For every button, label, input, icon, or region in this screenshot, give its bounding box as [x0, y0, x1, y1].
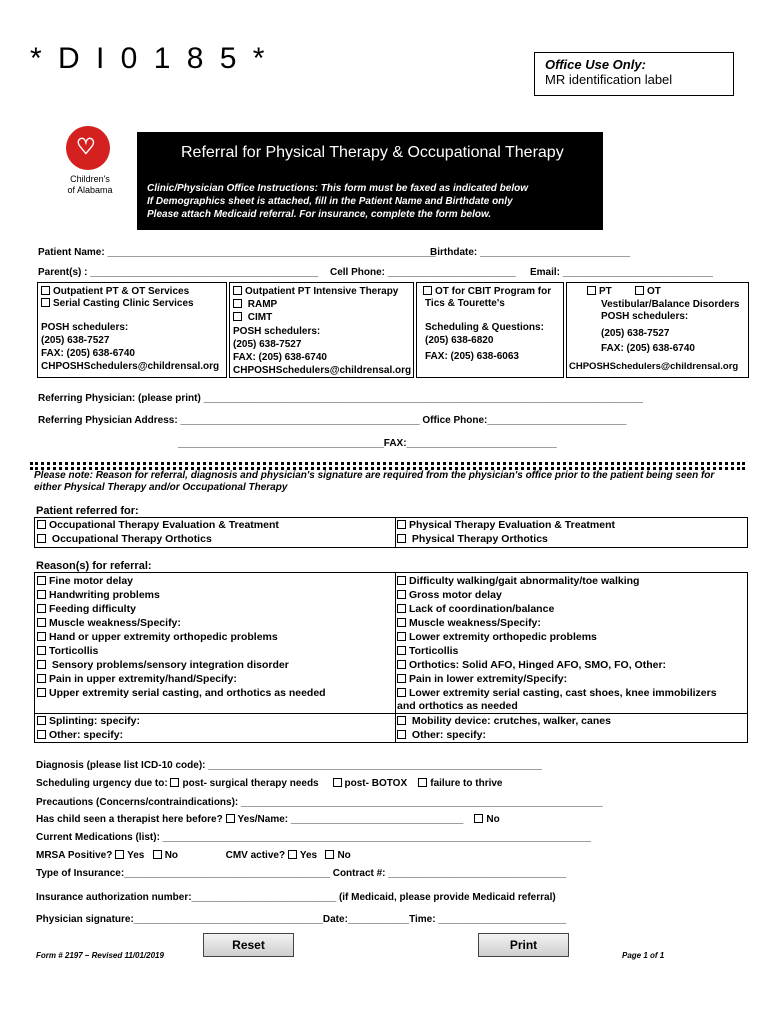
form-number: Form # 2197 – Revised 11/01/2019	[36, 951, 164, 960]
cmv-no[interactable]: No	[325, 850, 350, 861]
opt-intensive-therapy[interactable]: Outpatient PT Intensive Therapy	[233, 285, 398, 298]
checkbox-icon	[397, 660, 406, 669]
sched-label: POSH schedulers:	[233, 326, 321, 337]
reason-lower-casting-cont: and orthotics as needed	[397, 700, 518, 712]
checkbox-icon	[153, 850, 162, 859]
checkbox-icon	[37, 590, 46, 599]
grid-divider	[35, 713, 747, 714]
checkbox-icon	[37, 730, 46, 739]
mrsa-cmv-row	[36, 850, 351, 861]
sched-label: POSH schedulers:	[601, 311, 689, 322]
checkbox-icon	[226, 814, 235, 823]
sched-fax: FAX: (205) 638-6063	[425, 351, 519, 362]
logo-text: Children's of Alabama	[67, 174, 113, 195]
reason-muscle-upper[interactable]: Muscle weakness/Specify:	[37, 616, 181, 630]
reason-mobility-device[interactable]: Mobility device: crutches, walker, canes	[397, 714, 611, 728]
reason-pain-upper[interactable]: Pain in upper extremity/hand/Specify:	[37, 672, 237, 686]
reason-coordination[interactable]: Lack of coordination/balance	[397, 602, 554, 616]
mrsa-no[interactable]: No	[153, 850, 178, 861]
ref-pt-eval[interactable]: Physical Therapy Evaluation & Treatment	[397, 518, 615, 532]
opt-outpatient-pt-ot[interactable]: Outpatient PT & OT Services	[41, 285, 189, 298]
opt-cimt[interactable]: CIMT	[233, 311, 272, 324]
reason-lower-casting[interactable]: Lower extremity serial casting, cast shoes, knee immobilizers	[397, 686, 717, 700]
therapist-label: Has child seen a therapist here before?	[36, 814, 223, 825]
referred-for-heading: Patient referred for:	[36, 505, 139, 517]
note-line-2: either Physical Therapy and/or Occupational Therapy	[34, 482, 288, 493]
checkbox-icon	[423, 286, 432, 295]
reason-torticollis-left[interactable]: Torticollis	[37, 644, 98, 658]
sched-label: POSH schedulers:	[41, 322, 129, 333]
urgency-failure-thrive[interactable]: failure to thrive	[418, 778, 502, 789]
checkbox-icon	[37, 576, 46, 585]
authorization-field[interactable]: Insurance authorization number:__________________________ (if Medicaid, please provide Medicaid referral)	[36, 892, 556, 903]
ref-ot-orthotics[interactable]: Occupational Therapy Orthotics	[37, 532, 212, 546]
vestibular-label: Vestibular/Balance Disorders	[601, 299, 740, 310]
checkbox-icon	[37, 674, 46, 683]
checkbox-icon	[37, 520, 46, 529]
checkbox-icon	[397, 590, 406, 599]
checkbox-icon	[233, 299, 242, 308]
opt-ramp[interactable]: RAMP	[233, 298, 277, 311]
checkbox-icon	[418, 778, 427, 787]
therapist-yes[interactable]: Yes/Name: _______________________________	[226, 814, 464, 825]
sched-phone: (205) 638-6820	[425, 335, 494, 346]
parents-field[interactable]: Parent(s) : _________________________________________	[38, 267, 319, 278]
referring-physician-field[interactable]: Referring Physician: (please print) _______________________________________________________________________________	[38, 393, 643, 404]
sched-phone: (205) 638-7527	[233, 339, 302, 350]
grid-divider	[395, 518, 396, 547]
opt-pt[interactable]: PT	[587, 285, 612, 298]
signature-field[interactable]: Physician signature:__________________________________Date:___________Time: _______________________	[36, 914, 567, 925]
reason-hand-ortho[interactable]: Hand or upper extremity orthopedic problems	[37, 630, 278, 644]
note-line-1: Please note: Reason for referral, diagnosis and physician's signature are required from the physician's office prior to the patient being seen for	[34, 470, 715, 481]
reason-fine-motor[interactable]: Fine motor delay	[37, 574, 133, 588]
mrsa-yes[interactable]: Yes	[115, 850, 144, 861]
reason-sensory[interactable]: Sensory problems/sensory integration disorder	[37, 658, 289, 672]
checkbox-icon	[37, 604, 46, 613]
cmv-label: CMV active?	[225, 850, 286, 861]
reason-other-right[interactable]: Other: specify:	[397, 728, 486, 742]
referred-for-grid	[34, 517, 748, 548]
diagnosis-field[interactable]: Diagnosis (please list ICD-10 code): ____________________________________________________________	[36, 760, 542, 771]
service-col-1	[37, 282, 227, 378]
reason-other-left[interactable]: Other: specify:	[37, 728, 123, 742]
checkbox-icon	[397, 604, 406, 613]
patient-name-field[interactable]: Patient Name: ___________________________________________________________	[38, 247, 436, 258]
service-col-3	[416, 282, 564, 378]
checkbox-icon	[587, 286, 596, 295]
service-col-2	[229, 282, 414, 378]
checkbox-icon	[397, 716, 406, 725]
checkbox-icon	[333, 778, 342, 787]
reason-upper-casting[interactable]: Upper extremity serial casting, and orthotics as needed	[37, 686, 326, 700]
ref-pt-orthotics[interactable]: Physical Therapy Orthotics	[397, 532, 548, 546]
sched-label: Scheduling & Questions:	[425, 322, 544, 333]
form-title: Referral for Physical Therapy & Occupational Therapy	[181, 144, 564, 161]
therapist-no[interactable]: No	[474, 814, 499, 825]
precautions-field[interactable]: Precautions (Concerns/contraindications): _________________________________________________________________	[36, 797, 603, 808]
checkbox-icon	[397, 534, 406, 543]
checkbox-icon	[37, 716, 46, 725]
sched-email: CHPOSHSchedulers@childrensal.org	[41, 361, 220, 372]
sched-email: CHPOSHSchedulers@childrensal.org	[569, 361, 739, 372]
checkbox-icon	[397, 674, 406, 683]
checkbox-icon	[170, 778, 179, 787]
urgency-label: Scheduling urgency due to:	[36, 778, 168, 789]
checkbox-icon	[233, 286, 242, 295]
email-field[interactable]: Email: ___________________________	[530, 267, 713, 278]
reason-pain-lower[interactable]: Pain in lower extremity/Specify:	[397, 672, 567, 686]
office-use-title: Office Use Only:	[545, 57, 646, 72]
checkbox-icon	[397, 730, 406, 739]
checkbox-icon	[474, 814, 483, 823]
insurance-field[interactable]: Type of Insurance:_____________________________________ Contract #: ________________________________	[36, 868, 567, 879]
birthdate-field[interactable]: Birthdate: ___________________________	[430, 247, 631, 258]
checkbox-icon	[288, 850, 297, 859]
print-button[interactable]: Print	[478, 933, 569, 957]
checkbox-icon	[41, 286, 50, 295]
sched-fax: FAX: (205) 638-6740	[41, 348, 135, 359]
reason-feeding[interactable]: Feeding difficulty	[37, 602, 136, 616]
opt-ot[interactable]: OT	[635, 285, 661, 298]
checkbox-icon	[635, 286, 644, 295]
reasons-heading: Reason(s) for referral:	[36, 560, 152, 572]
urgency-post-surgical[interactable]: post- surgical therapy needs	[170, 778, 318, 789]
checkbox-icon	[233, 312, 242, 321]
urgency-post-botox[interactable]: post- BOTOX	[333, 778, 408, 789]
sched-email: CHPOSHSchedulers@childrensal.org	[233, 365, 412, 376]
instructions: Clinic/Physician Office Instructions: This form must be faxed as indicated below If Demographics sheet is attached, fill in the Patient Name and Birthdate only Please attach Medicaid referral. For insurance, complete the form below.	[147, 183, 529, 220]
reason-muscle-lower[interactable]: Muscle weakness/Specify:	[397, 616, 541, 630]
office-use-label: MR identification label	[545, 72, 673, 87]
page-number: Page 1 of 1	[622, 951, 665, 960]
ref-ot-eval[interactable]: Occupational Therapy Evaluation & Treatment	[37, 518, 279, 532]
checkbox-icon	[37, 534, 46, 543]
barcode-text: * D I 0 1 8 5 *	[30, 42, 269, 75]
opt-serial-casting[interactable]: Serial Casting Clinic Services	[41, 297, 194, 310]
checkbox-icon	[397, 576, 406, 585]
checkbox-icon	[37, 688, 46, 697]
checkbox-icon	[397, 632, 406, 641]
checkbox-icon	[397, 688, 406, 697]
reasons-grid	[34, 572, 748, 743]
sched-phone: (205) 638-7527	[41, 335, 110, 346]
referring-address-field[interactable]: Referring Physician Address: ___________________________________________ Office Phone:_________________________	[38, 415, 627, 426]
childrens-logo	[50, 126, 130, 196]
reset-button[interactable]: Reset	[203, 933, 294, 957]
reason-lower-ortho[interactable]: Lower extremity orthopedic problems	[397, 630, 597, 644]
sched-phone: (205) 638-7527	[601, 328, 670, 339]
checkbox-icon	[397, 618, 406, 627]
checkbox-icon	[37, 618, 46, 627]
checkbox-icon	[37, 660, 46, 669]
reason-splinting[interactable]: Splinting: specify:	[37, 714, 140, 728]
checkbox-icon	[37, 646, 46, 655]
reason-torticollis-right[interactable]: Torticollis	[397, 644, 458, 658]
checkbox-icon	[397, 520, 406, 529]
referring-fax-field[interactable]: _____________________________________FAX:___________________________	[178, 438, 557, 449]
opt-cbit[interactable]: OT for CBIT Program for	[423, 285, 551, 298]
cbit-label-cont: Tics & Tourette's	[425, 298, 505, 309]
checkbox-icon	[325, 850, 334, 859]
checkbox-icon	[397, 646, 406, 655]
reason-handwriting[interactable]: Handwriting problems	[37, 588, 160, 602]
office-use-box	[534, 52, 734, 96]
checkbox-icon	[115, 850, 124, 859]
reason-gross-motor[interactable]: Gross motor delay	[397, 588, 502, 602]
cmv-yes[interactable]: Yes	[288, 850, 317, 861]
urgency-row	[36, 778, 503, 789]
checkbox-icon	[41, 298, 50, 307]
service-col-4	[566, 282, 749, 378]
therapist-row	[36, 814, 500, 825]
cell-phone-field[interactable]: Cell Phone: _______________________	[330, 267, 516, 278]
checkbox-icon	[37, 632, 46, 641]
sched-fax: FAX: (205) 638-6740	[233, 352, 327, 363]
sched-fax: FAX: (205) 638-6740	[601, 343, 695, 354]
medications-field[interactable]: Current Medications (list): _____________________________________________________________________________	[36, 832, 591, 843]
grid-divider	[395, 573, 396, 742]
reason-orthotics[interactable]: Orthotics: Solid AFO, Hinged AFO, SMO, FO, Other:	[397, 658, 666, 672]
mrsa-label: MRSA Positive?	[36, 850, 113, 861]
reason-walking[interactable]: Difficulty walking/gait abnormality/toe walking	[397, 574, 639, 588]
header-bar	[137, 132, 603, 230]
logo-mark-icon: ♡	[66, 126, 110, 170]
